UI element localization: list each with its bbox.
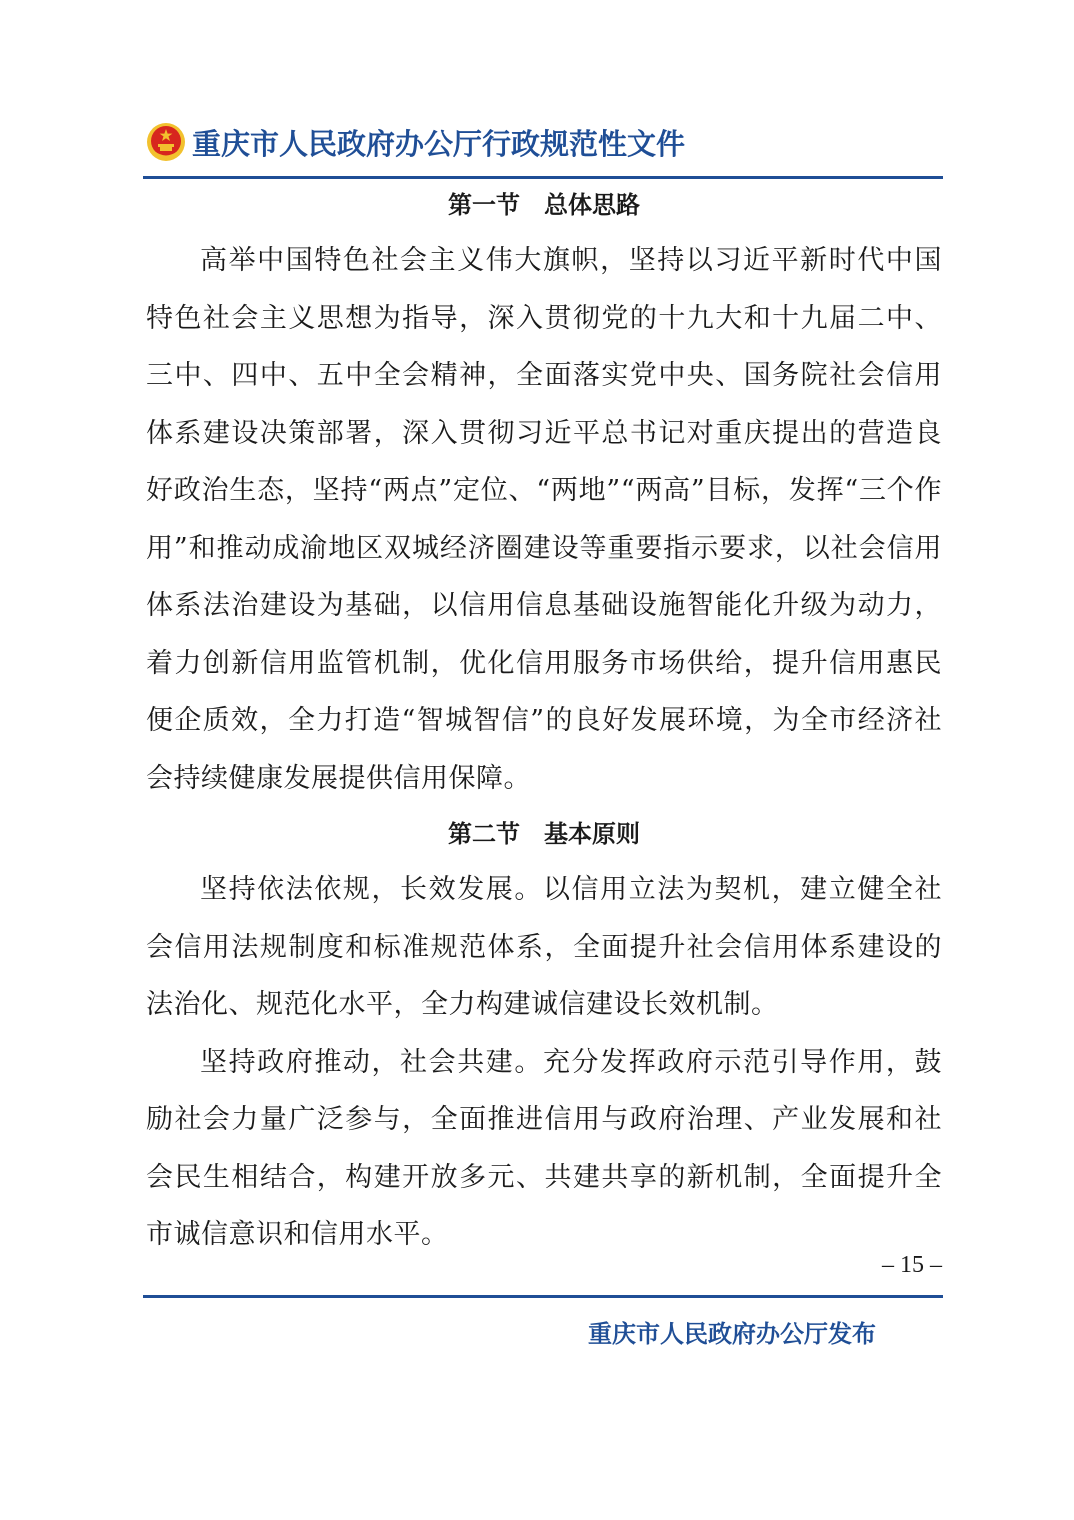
header-title: 重庆市人民政府办公厅行政规范性文件	[192, 126, 686, 161]
national-emblem-icon	[146, 122, 186, 162]
document-header	[146, 118, 942, 166]
page-number: – 15 –	[882, 1252, 942, 1278]
footer-publisher: 重庆市人民政府办公厅发布	[588, 1320, 876, 1348]
document-body	[146, 178, 942, 1264]
paragraph: 坚持依法依规，长效发展。以信用立法为契机，建立健全社会信用法规制度和标准规范体系，全面提升社会信用体系建设的法治化、规范化水平，全力构建诚信建设长效机制。	[146, 874, 942, 1020]
footer-divider	[143, 1295, 943, 1298]
paragraph: 坚持政府推动，社会共建。充分发挥政府示范引导作用，鼓励社会力量广泛参与，全面推进信用与政府治理、产业发展和社会民生相结合，构建开放多元、共建共享的新机制，全面提升全市诚信意识和信用水平。	[146, 1046, 942, 1250]
section-heading: 第一节 总体思路	[448, 191, 640, 219]
section-heading: 第二节 基本原则	[448, 820, 640, 848]
paragraph: 高举中国特色社会主义伟大旗帜，坚持以习近平新时代中国特色社会主义思想为指导，深入贯彻党的十九大和十九届二中、三中、四中、五中全会精神，全面落实党中央、国务院社会信用体系建设决策部署，深入贯彻习近平总书记对重庆提出的营造良好政治生态，坚持“两点”定位、“两地”“两高”目标，发挥“三个作用”和推动成渝地区双城经济圈建设等重要指示要求，以社会信用体系法治建设为基础，以信用信息基础设施智能化升级为动力，着力创新信用监管机制，优化信用服务市场供给，提升信用惠民便企质效，全力打造“智城智信”的良好发展环境，为全市经济社会持续健康发展提供信用保障。	[146, 245, 942, 794]
